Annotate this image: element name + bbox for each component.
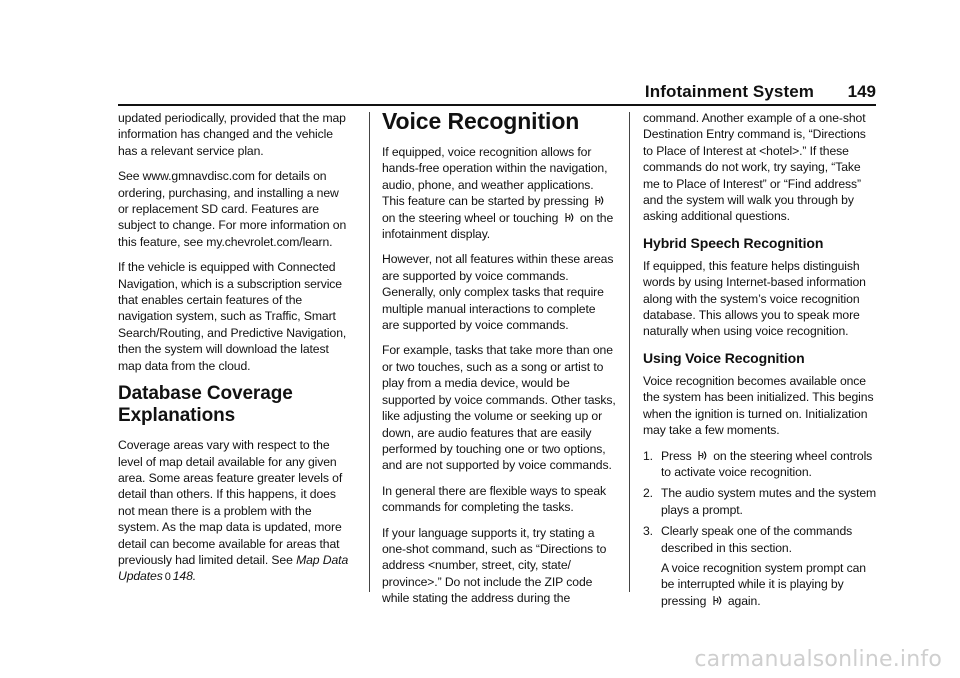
step-number: 1. <box>643 448 653 463</box>
step-text: on the steering wheel controls to activate voice recognition. <box>661 448 873 479</box>
column-divider-2 <box>629 112 630 592</box>
step-subtext <box>661 560 877 609</box>
paragraph: command. Another example of a one-shot Destination Entry command is, “Directions to Place of Interest at <hotel>.” If these commands do not work, try saying, “Take me to Place of Interest” or “Find address” and the system will walk you through by asking additional questions. <box>643 111 866 224</box>
paragraph-text: Coverage areas vary with respect to the level of map detail available for any given area. Some areas feature greater levels of detail than others. If this happens, it does not mean there is a problem with the system. As the map data is updated, more detail can become available for areas that previously had limited detail. See <box>118 438 343 567</box>
step-text: Clearly speak one of the commands described in this section. <box>661 524 853 555</box>
heading-hybrid-speech: Hybrid Speech Recognition <box>643 234 824 251</box>
list-item <box>643 448 877 481</box>
voice-command-icon <box>697 449 708 462</box>
paragraph: If equipped, this feature helps distinguish words by using Internet-based information along with the system’s voice recognition database. This allows you to speak more naturally when using voice recognition. <box>643 258 866 339</box>
column-divider-1 <box>369 112 370 592</box>
cross-reference-page[interactable]: 148. <box>172 569 197 584</box>
step-number: 2. <box>643 486 653 501</box>
paragraph-text: on the steering wheel or touching <box>382 210 559 225</box>
step-number: 3. <box>643 524 653 539</box>
page-number: 149 <box>847 82 876 101</box>
paragraph: Voice recognition becomes available once the system has been initialized. This begins when the ignition is turned on. Initialization may take a few moments. <box>643 373 874 438</box>
heading-voice-recognition: Voice Recognition <box>382 108 580 134</box>
paragraph: For example, tasks that take more than one or two touches, such as a song or artist to play from a media device, would be supported by voice commands. Other tasks, like adjusting the volume or seeking up or down, are audio features that are easily performed by touching one or two options, and are not supported by voice commands. <box>382 343 616 473</box>
heading-using-voice: Using Voice Recognition <box>643 349 805 366</box>
voice-command-icon <box>564 211 575 224</box>
heading-database-coverage: Database Coverage Explanations <box>118 383 293 427</box>
step-text: The audio system mutes and the system plays a prompt. <box>661 486 877 517</box>
cross-reference-link[interactable]: Map Data Updates <box>118 552 349 584</box>
paragraph: If your language supports it, try stating a one-shot command, such as “Directions to address <number, street, city, state/ province>.” Do not include the ZIP code while stating the address during the <box>382 525 607 606</box>
step-text: A voice recognition system prompt can be interrupted while it is playing by pressing <box>661 560 866 608</box>
column-1 <box>118 110 352 595</box>
paragraph <box>382 144 616 242</box>
page-arrow-icon: 0 <box>164 571 171 584</box>
header-rule <box>118 104 876 106</box>
column-3 <box>643 110 877 614</box>
list-item <box>643 485 877 518</box>
list-item <box>643 523 877 609</box>
section-title: Infotainment System <box>644 82 814 101</box>
steps-list <box>643 448 877 610</box>
step-text: Press <box>661 448 692 463</box>
paragraph-text: If equipped, voice recognition allows for hands-free operation within the navigation, audio, phone, and weather applications. This feature can be started by pressing <box>382 145 608 209</box>
step-text: again. <box>727 593 761 608</box>
paragraph: In general there are flexible ways to speak commands for completing the tasks. <box>382 483 607 515</box>
voice-command-icon <box>712 594 723 607</box>
paragraph: updated periodically, provided that the map information has changed and the vehicle has a relevant service plan. <box>118 111 346 158</box>
paragraph <box>118 437 352 586</box>
column-2 <box>382 110 616 616</box>
voice-command-icon <box>594 194 605 207</box>
watermark: carmanualsonline.info <box>694 647 942 672</box>
paragraph: If the vehicle is equipped with Connected Navigation, which is a subscription service that enables certain features of the navigation system, such as Traffic, Smart Search/Routing, and Predictive Navigation, then the system will download the latest map data from the cloud. <box>118 260 347 373</box>
paragraph: See www.gmnavdisc.com for details on ordering, purchasing, and installing a new or replacement SD card. Features are subject to change. For more information on this feature, see my.chevrolet.com/learn. <box>118 169 347 249</box>
paragraph-text: on the infotainment display. <box>382 210 614 242</box>
paragraph: However, not all features within these areas are supported by voice commands. Generally, only complex tasks that require multiple manual interactions to complete are supported by voice commands. <box>382 252 614 333</box>
